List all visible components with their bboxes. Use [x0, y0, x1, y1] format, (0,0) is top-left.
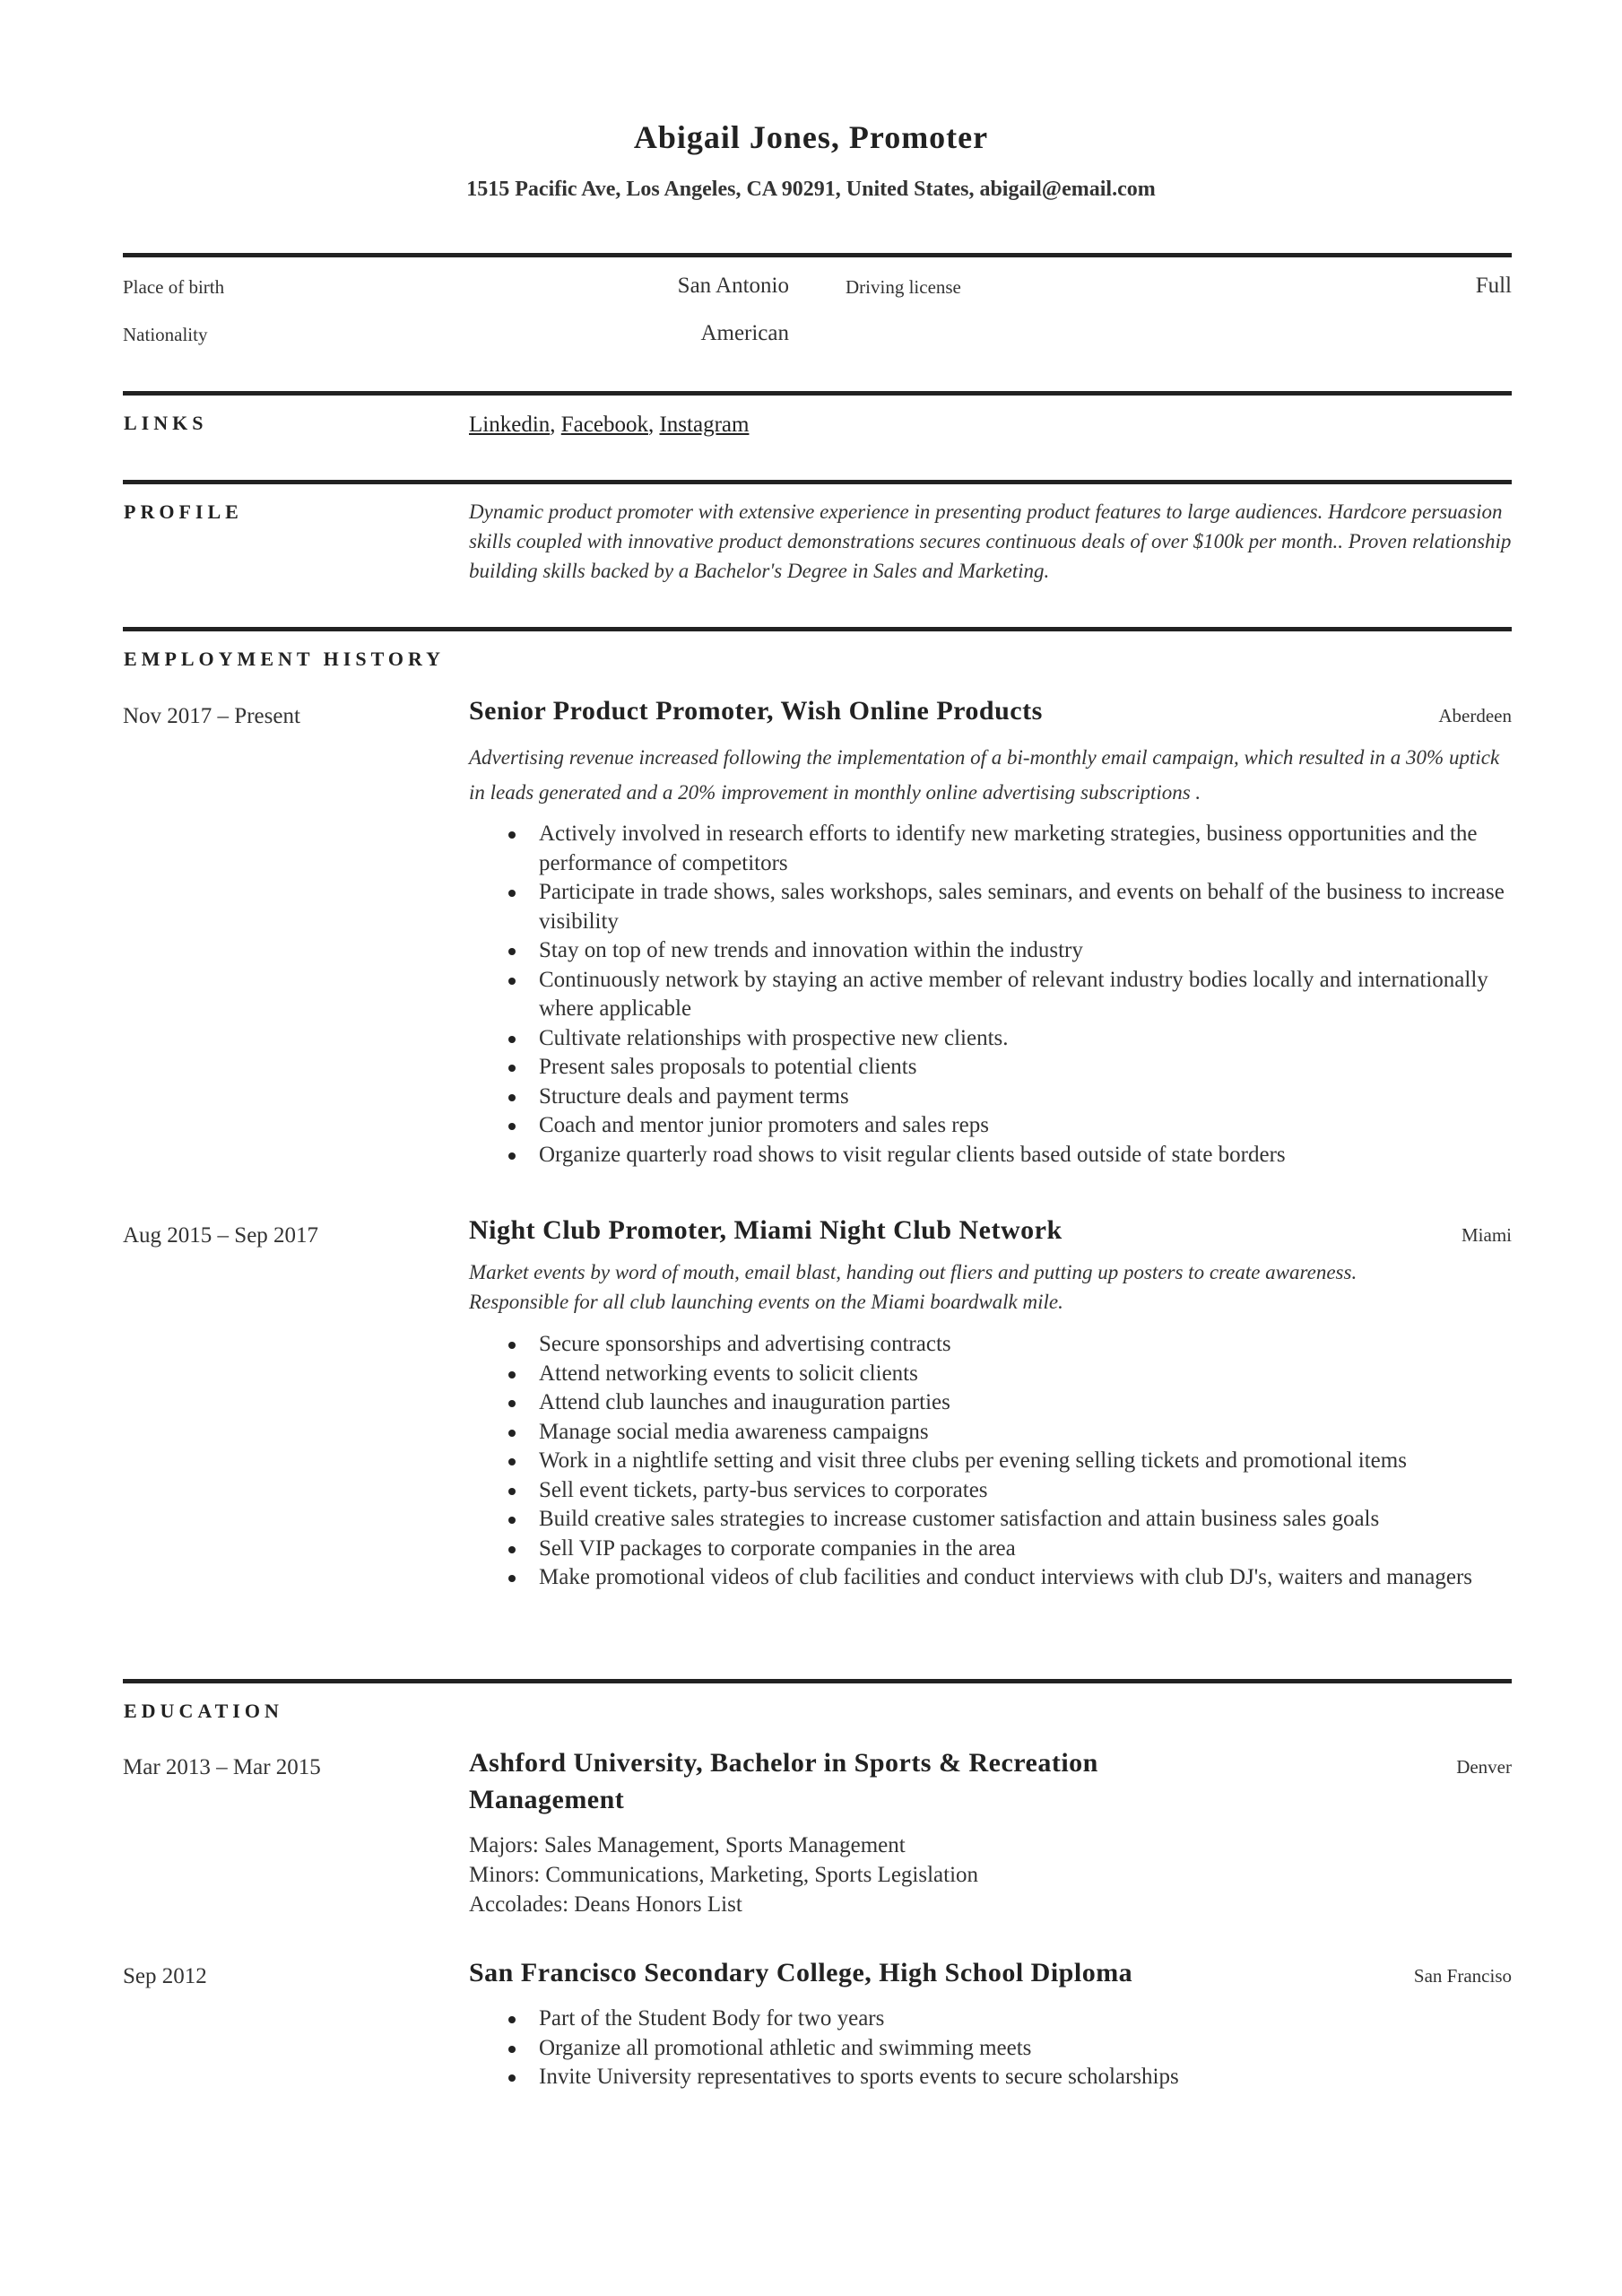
job-city: Aberdeen — [1438, 705, 1512, 726]
list-item: Structure deals and payment terms — [539, 1083, 1512, 1112]
job-title: Night Club Promoter, Miami Night Club Network — [469, 1215, 1063, 1245]
list-item: Secure sponsorships and advertising contracts — [539, 1330, 1512, 1360]
employment-heading: EMPLOYMENT HISTORY — [124, 648, 445, 670]
instagram-link[interactable]: Instagram — [659, 413, 750, 437]
education-dates: Mar 2013 – Mar 2015 — [123, 1755, 321, 1779]
job-dates: Aug 2015 – Sep 2017 — [123, 1223, 319, 1248]
contact-address: 1515 Pacific Ave, Los Angeles, CA 90291, United States, abigail@email.com — [466, 178, 1156, 201]
education-line: Majors: Sales Management, Sports Management — [469, 1833, 906, 1857]
list-item: Coach and mentor junior promoters and sales reps — [539, 1111, 1512, 1141]
job-bullets — [539, 1330, 1512, 1593]
list-item: Attend club launches and inauguration parties — [539, 1388, 1512, 1418]
education-details — [469, 1831, 1512, 1919]
profile-heading: PROFILE — [124, 500, 243, 523]
driving-license-value: Full — [1475, 274, 1512, 298]
education-line: Accolades: Deans Honors List — [469, 1892, 742, 1917]
list-item: Actively involved in research efforts to identify new marketing strategies, business opportunities and the performance of competitors — [539, 820, 1512, 878]
education-bullets — [539, 2005, 1512, 2092]
nationality-label: Nationality — [123, 324, 208, 345]
list-item: Attend networking events to solicit clients — [539, 1360, 1512, 1389]
divider — [123, 480, 1512, 484]
list-item: Present sales proposals to potential clients — [539, 1053, 1512, 1083]
job-summary: Advertising revenue increased following the implementation of a bi-monthly email campaign, which resulted in a 30% uptick in leads generated and a 20% improvement in monthly online advertising subscriptions . — [469, 746, 1500, 804]
list-item: Sell VIP packages to corporate companies in the area — [539, 1535, 1512, 1564]
education-title: San Francisco Secondary College, High School Diploma — [469, 1958, 1133, 1987]
education-city: Denver — [1456, 1756, 1512, 1778]
place-of-birth-label: Place of birth — [123, 276, 225, 298]
education-entry — [469, 1744, 1512, 1919]
list-item: Continuously network by staying an active member of relevant industry bodies locally and internationally where applicable — [539, 966, 1512, 1024]
list-item: Invite University representatives to sports events to secure scholarships — [539, 2063, 1512, 2092]
job-title: Senior Product Promoter, Wish Online Products — [469, 696, 1043, 726]
list-item: Make promotional videos of club facilities and conduct interviews with club DJ's, waiters and managers — [539, 1563, 1512, 1593]
list-item: Manage social media awareness campaigns — [539, 1418, 1512, 1448]
driving-license-label: Driving license — [846, 276, 961, 298]
job-bullets — [539, 820, 1512, 1170]
job-entry — [469, 692, 1512, 1170]
list-item: Part of the Student Body for two years — [539, 2005, 1512, 2034]
education-line: Minors: Communications, Marketing, Sports Legislation — [469, 1863, 979, 1887]
list-item: Work in a nightlife setting and visit three clubs per evening selling tickets and promotional items — [539, 1447, 1512, 1476]
nationality-value: American — [700, 321, 789, 345]
divider — [123, 627, 1512, 631]
resume-name: Abigail Jones, Promoter — [633, 119, 989, 155]
job-entry — [469, 1212, 1512, 1593]
education-dates: Sep 2012 — [123, 1964, 207, 1988]
job-dates: Nov 2017 – Present — [123, 704, 300, 728]
profile-text: Dynamic product promoter with extensive experience in presenting product features to large audiences. Hardcore persuasion skills coupled with innovative product demonstrations secures continuous deals of over $100k per month.. Proven relationship building skills backed by a Bachelor's Degree in Sales and Marketing. — [469, 500, 1512, 582]
facebook-link[interactable]: Facebook — [560, 413, 648, 437]
list-item: Organize all promotional athletic and swimming meets — [539, 2034, 1512, 2064]
list-item: Sell event tickets, party-bus services to corporates — [539, 1476, 1512, 1506]
linkedin-link[interactable]: Linkedin — [469, 413, 551, 437]
list-item: Cultivate relationships with prospective new clients. — [539, 1024, 1512, 1054]
education-city: San Franciso — [1413, 1965, 1512, 1987]
list-item: Organize quarterly road shows to visit regular clients based outside of state borders — [539, 1141, 1512, 1170]
education-heading: EDUCATION — [124, 1700, 283, 1722]
list-item: Participate in trade shows, sales workshops, sales seminars, and events on behalf of the business to increase visibility — [539, 878, 1512, 936]
job-city: Miami — [1462, 1224, 1512, 1246]
list-item: Stay on top of new trends and innovation within the industry — [539, 936, 1512, 966]
place-of-birth-value: San Antonio — [677, 274, 789, 298]
divider — [123, 391, 1512, 396]
job-summary: Market events by word of mouth, email blast, handing out fliers and putting up posters to create awareness. Responsible for all club launching events on the Miami boardwalk mile. — [469, 1261, 1357, 1313]
divider — [123, 253, 1512, 257]
links-list: Linkedin, Facebook, Instagram — [469, 413, 750, 437]
education-title: Ashford University, Bachelor in Sports & Recreation Management — [469, 1748, 1098, 1814]
divider — [123, 1679, 1512, 1683]
list-item: Build creative sales strategies to increase customer satisfaction and attain business sales goals — [539, 1505, 1512, 1535]
links-heading: LINKS — [124, 412, 208, 434]
education-entry — [469, 1954, 1512, 2092]
